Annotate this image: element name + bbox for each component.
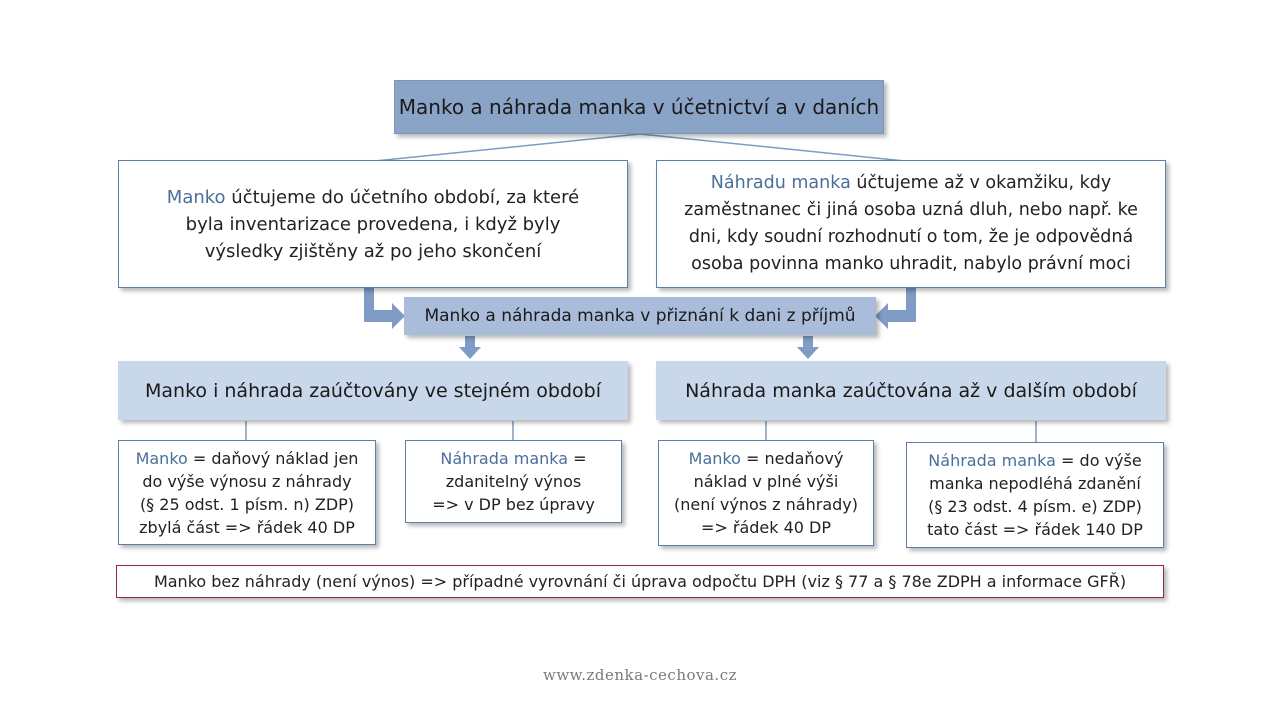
- leaf-4-lead: Náhrada manka: [928, 451, 1056, 470]
- connector-title-right: [640, 134, 905, 161]
- box-manko-line-1: účtujeme do účetního období, za které: [225, 186, 580, 208]
- leaf-1-line-1: = daňový náklad jen: [187, 448, 359, 468]
- branch-next-period: [656, 361, 1166, 420]
- connector-title-left: [375, 134, 640, 161]
- leaf-4-line-1: = do výše: [1055, 451, 1142, 470]
- leaf-1-line-4: zbylá část => řádek 40 DP: [139, 517, 355, 537]
- box-manko-accounting: [118, 160, 628, 288]
- leaf-4-line-3: (§ 23 odst. 4 písm. e) ZDP): [928, 497, 1142, 516]
- diagram-title-text: Manko a náhrada manka v účetnictví a v daních: [398, 95, 880, 119]
- box-nahrada-line-1: účtujeme až v okamžiku, kdy: [850, 173, 1112, 193]
- footer-url: www.zdenka-cechova.cz: [542, 666, 737, 684]
- branch-next-period-text: Náhrada manka zaúčtována až v dalším období: [685, 379, 1137, 402]
- arrow-middle-to-right-branch: [797, 336, 819, 359]
- box-nahrada-line-4: osoba povinna manko uhradit, nabylo právní moci: [691, 254, 1131, 274]
- leaf-2-line-1: =: [568, 449, 587, 468]
- leaf-3-lead: Manko: [688, 449, 741, 468]
- diagram-title: [394, 80, 884, 134]
- box-nahrada-accounting: [656, 160, 1166, 288]
- box-manko-line-3: výsledky zjištěny až po jeho skončení: [204, 240, 542, 262]
- leaf-3-line-2: náklad v plné výši: [693, 472, 839, 491]
- box-tax-return-text: Manko a náhrada manka v přiznání k dani z příjmů: [424, 306, 856, 326]
- leaf-manko-same-period: [118, 440, 376, 545]
- box-manko-line-2: byla inventarizace provedena, i když byly: [185, 213, 561, 235]
- leaf-1-line-2: do výše výnosu z náhrady: [142, 471, 352, 491]
- arrow-right-to-middle: [875, 288, 916, 329]
- leaf-2-line-3: => v DP bez úpravy: [432, 495, 595, 514]
- note-text: Manko bez náhrady (není výnos) => případné vyrovnání či úprava odpočtu DPH (viz § 77 a § 78e ZDPH a informace GFŘ): [153, 572, 1127, 591]
- branch-same-period: [118, 361, 628, 420]
- leaf-3-line-1: = nedaňový: [740, 449, 844, 468]
- note-manko-without-compensation: [116, 565, 1164, 598]
- box-tax-return: [404, 297, 876, 335]
- leaf-2-lead: Náhrada manka: [440, 449, 569, 468]
- leaf-1-line-3: (§ 25 odst. 1 písm. n) ZDP): [139, 494, 355, 514]
- leaf-2-line-2: zdanitelný výnos: [445, 472, 582, 491]
- leaf-nahrada-next-period: [906, 442, 1164, 548]
- arrow-middle-to-left-branch: [459, 336, 481, 359]
- branch-same-period-text: Manko i náhrada zaúčtovány ve stejném období: [145, 379, 601, 402]
- arrow-left-to-middle: [364, 288, 405, 329]
- leaf-3-line-3: (není výnos z náhrady): [673, 495, 858, 514]
- leaf-1-lead: Manko: [135, 448, 188, 468]
- box-nahrada-lead: Náhradu manka: [710, 173, 851, 193]
- box-nahrada-line-2: zaměstnanec či jiná osoba uzná dluh, nebo např. ke: [684, 200, 1138, 220]
- leaf-3-line-4: => řádek 40 DP: [700, 518, 832, 537]
- leaf-4-line-2: manka nepodléhá zdanění: [929, 474, 1141, 493]
- leaf-nahrada-same-period: [405, 440, 622, 523]
- leaf-4-line-4: tato část => řádek 140 DP: [927, 520, 1143, 539]
- box-nahrada-line-3: dni, kdy soudní rozhodnutí o tom, že je odpovědná: [688, 227, 1134, 247]
- box-manko-lead: Manko: [166, 186, 226, 208]
- leaf-manko-next-period: [658, 440, 874, 546]
